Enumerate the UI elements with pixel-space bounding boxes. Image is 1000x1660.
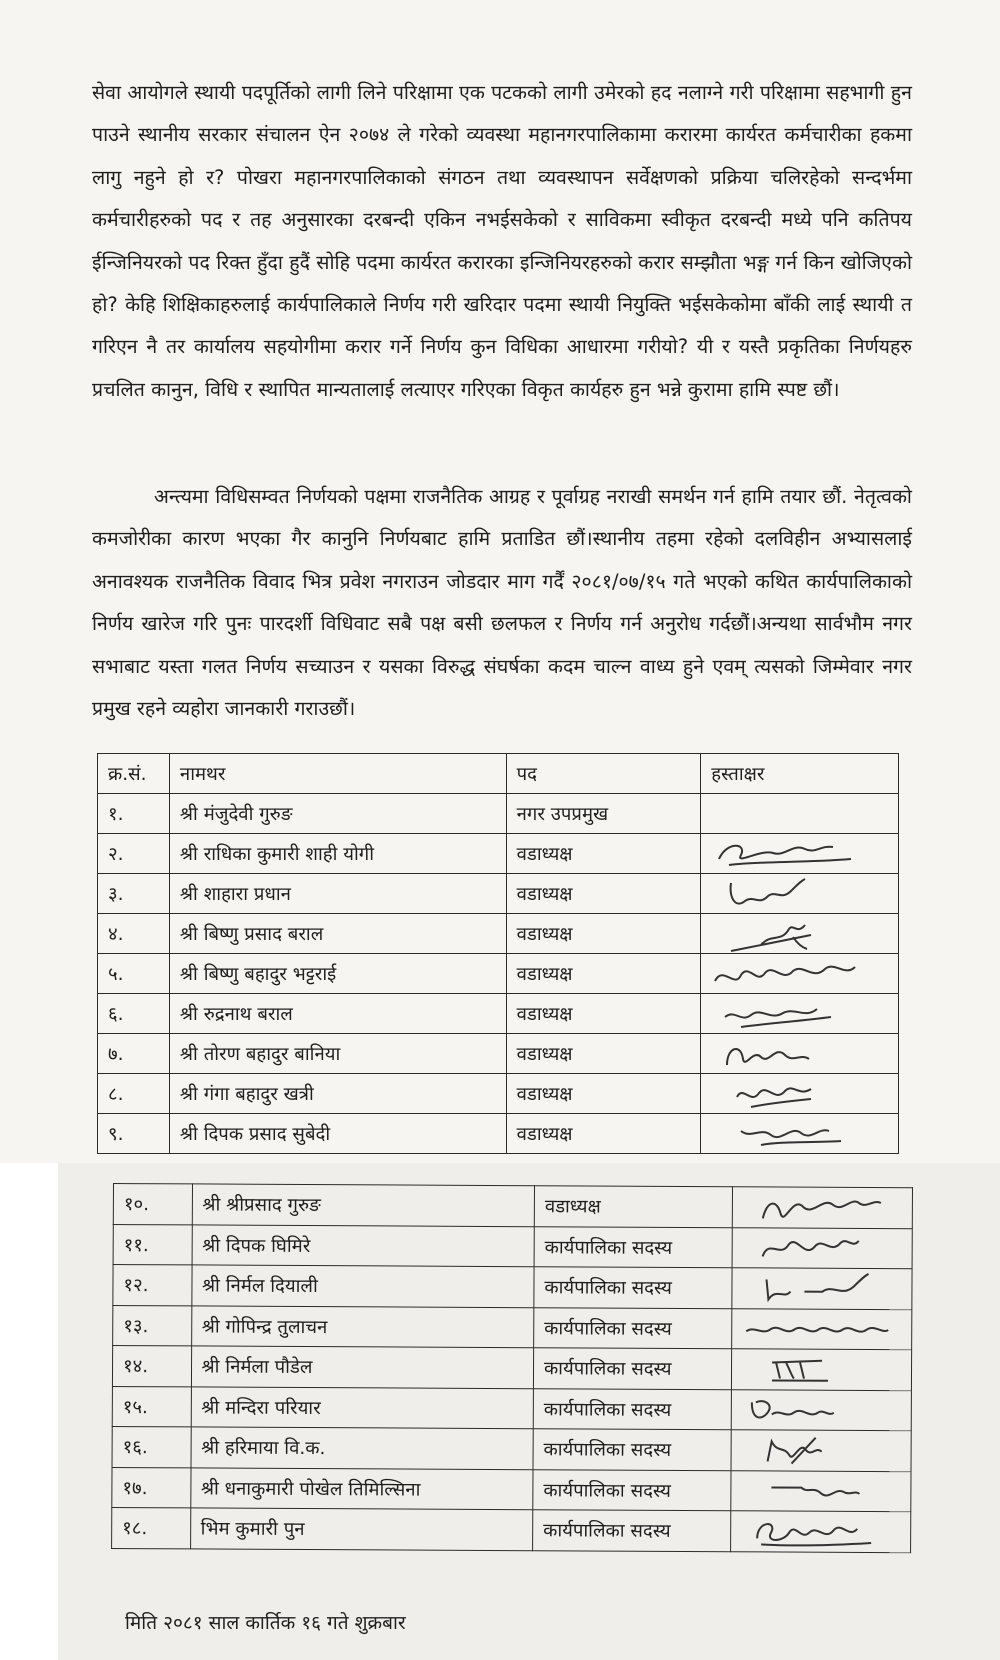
- body-paragraph-1: सेवा आयोगले स्थायी पदपूर्तिको लागी लिने परिक्षामा एक पटकको लागी उमेरको हद नलाग्ने गरी परिक्षामा सहभागी हुन पाउने स्थानीय सरकार संचालन ऐन २०७४ ले गरेको व्यवस्था महानगरपालिकामा करारमा कार्यरत कर्मचारीका हकमा लागु नहुने हो र? पोखरा महानगरपालिकाको संगठन तथा व्यवस्थापन सर्वेक्षणको प्रक्रिया चलिरहेको सन्दर्भमा कर्मचारीहरुको पद र तह अनुसारका दरबन्दी एकिन नभईसकेको र साविकमा स्वीकृत दरबन्दी मध्ये पनि कतिपय ईन्जिनियरको पद रिक्त हुँदा हुदैं सोहि पदमा कार्यरत करारका इन्जिनियरहरुको करार सम्झौता भङ्ग गर्न किन खोजिएको हो? केहि शिक्षिकाहरुलाई कार्यपालिकाले निर्णय गरी खरिदार पदमा स्थायी नियुक्ति भईसकेकोमा बाँकी लाई स्थायी त गरिएन नै तर कार्यालय सहयोगीमा करार गर्ने निर्णय कुन विधिका आधारमा गरीयो? यी र यस्तै प्रकृतिका निर्णयहरु प्रचलित कानुन, विधि र स्थापित मान्यतालाई लत्याएर गरिएका विकृत कार्यहरु हुन भन्ने कुरामा हामि स्पष्ट छौं।: [92, 81, 912, 401]
- row-name: श्री दिपक घिमिरे: [192, 1224, 535, 1266]
- table-header-row: [98, 754, 899, 794]
- row-signature: [732, 1187, 913, 1228]
- row-post: वडाध्यक्ष: [506, 954, 701, 994]
- header-post: पद: [506, 754, 701, 794]
- row-name: श्री गंगा बहादुर खत्री: [169, 1074, 506, 1114]
- row-post: वडाध्यक्ष: [506, 834, 701, 874]
- row-post: कार्यपालिका सदस्य: [533, 1469, 731, 1511]
- signatory-table-1: [97, 753, 899, 1154]
- handwritten-signature-icon: [701, 835, 871, 873]
- row-post: वडाध्यक्ष: [506, 874, 701, 914]
- handwritten-signature-icon: [701, 1115, 871, 1153]
- row-name: श्री हरिमाया वि.क.: [191, 1427, 534, 1469]
- row-post: कार्यपालिका सदस्य: [533, 1388, 731, 1430]
- row-signature: [731, 1430, 912, 1471]
- row-serial: १६.: [112, 1426, 191, 1467]
- row-signature: [731, 1389, 912, 1430]
- row-serial: १२.: [113, 1265, 192, 1306]
- table-row: [98, 1114, 899, 1154]
- row-serial: २.: [98, 834, 170, 874]
- table-row: [98, 914, 899, 954]
- handwritten-signature-icon: [731, 1431, 901, 1470]
- handwritten-signature-icon: [732, 1309, 902, 1348]
- row-name: श्री धनाकुमारी पोखेल तिमिल्सिना: [190, 1467, 533, 1509]
- row-serial: १३.: [113, 1305, 192, 1346]
- row-name: श्री रुद्रनाथ बराल: [169, 994, 506, 1034]
- body-paragraph-2: अन्त्यमा विधिसम्वत निर्णयको पक्षमा राजनैतिक आग्रह र पूर्वाग्रह नराखी समर्थन गर्न हामि तयार छौं. नेतृत्वको कमजोरीका कारण भएका गैर कानुनि निर्णयबाट हामि प्रताडित छौं।स्थानीय तहमा रहेको दलविहीन अभ्यासलाई अनावश्यक राजनैतिक विवाद भित्र प्रवेश नगराउन जोडदार माग गर्दैं २०८१/०७/१५ गते भएको कथित कार्यपालिकाको निर्णय खारेज गरि पुनः पारदर्शी विधिवाट सबै पक्ष बसी छलफल र निर्णय गर्न अनुरोध गर्दछौं।अन्यथा सार्वभौम नगर सभाबाट यस्ता गलत निर्णय सच्याउन र यसका विरुद्ध संघर्षका कदम चाल्न वाध्य हुने एवम् त्यसको जिम्मेवार नगर प्रमुख रहने व्यहोरा जानकारी गराउछौं।: [92, 485, 912, 721]
- row-post: कार्यपालिका सदस्य: [533, 1510, 731, 1552]
- row-signature: [730, 1511, 911, 1552]
- row-serial: ३.: [98, 874, 170, 914]
- row-post: वडाध्यक्ष: [506, 914, 701, 954]
- header-signature: हस्ताक्षर: [701, 754, 899, 794]
- table-row: [112, 1467, 911, 1512]
- row-signature: [730, 1470, 911, 1511]
- table-row: [98, 954, 899, 994]
- row-name: श्री निर्मल दियाली: [191, 1265, 534, 1307]
- handwritten-signature-icon: [701, 915, 871, 953]
- row-post: वडाध्यक्ष: [534, 1186, 732, 1228]
- row-serial: ८.: [98, 1074, 170, 1114]
- table-row: [113, 1224, 912, 1269]
- row-name: श्री श्रीप्रसाद गुरुङ: [192, 1184, 535, 1226]
- row-signature: [701, 914, 899, 954]
- row-serial: ७.: [98, 1034, 170, 1074]
- signatory-table-2: [111, 1183, 913, 1553]
- row-signature: [701, 834, 899, 874]
- row-signature: [731, 1349, 912, 1390]
- handwritten-signature-icon: [731, 1350, 901, 1389]
- row-post: कार्यपालिका सदस्य: [533, 1348, 731, 1390]
- handwritten-signature-icon: [701, 1035, 871, 1073]
- table-row: [98, 874, 899, 914]
- row-signature: [701, 1034, 899, 1074]
- row-signature: [731, 1268, 912, 1309]
- row-name: श्री मंजुदेवी गुरुङ: [169, 794, 506, 834]
- row-post: वडाध्यक्ष: [506, 994, 701, 1034]
- row-post: कार्यपालिका सदस्य: [534, 1226, 732, 1268]
- table-row: [98, 834, 899, 874]
- handwritten-signature-icon: [731, 1512, 901, 1551]
- table-row: [112, 1507, 911, 1552]
- row-signature: [701, 794, 899, 834]
- handwritten-signature-icon: [732, 1188, 902, 1227]
- row-signature: [732, 1227, 913, 1268]
- row-signature: [731, 1308, 912, 1349]
- handwritten-signature-icon: [701, 955, 871, 993]
- date-line: मिति २०८१ साल कार्तिक १६ गते शुक्रबार: [125, 1612, 406, 1634]
- table-row: [112, 1426, 911, 1471]
- table-row: [112, 1386, 911, 1431]
- handwritten-signature-icon: [732, 1228, 902, 1267]
- row-signature: [701, 1074, 899, 1114]
- table-row: [113, 1305, 912, 1350]
- row-name: श्री तोरण बहादुर बानिया: [169, 1034, 506, 1074]
- table-row: [98, 994, 899, 1034]
- row-name: भिम कुमारी पुन: [190, 1508, 533, 1550]
- row-post: वडाध्यक्ष: [506, 1034, 701, 1074]
- row-name: श्री गोपिन्द्र तुलाचन: [191, 1305, 534, 1347]
- handwritten-signature-icon: [732, 1269, 902, 1308]
- row-name: श्री शाहारा प्रधान: [169, 874, 506, 914]
- table-row: [112, 1346, 911, 1391]
- handwritten-signature-icon: [731, 1390, 901, 1429]
- row-serial: १८.: [112, 1507, 191, 1548]
- row-signature: [701, 954, 899, 994]
- row-post: कार्यपालिका सदस्य: [534, 1307, 732, 1349]
- row-post: कार्यपालिका सदस्य: [534, 1267, 732, 1309]
- handwritten-signature-icon: [701, 1075, 871, 1113]
- header-name: नामथर: [169, 754, 506, 794]
- row-post: वडाध्यक्ष: [506, 1074, 701, 1114]
- row-serial: १७.: [112, 1467, 191, 1508]
- table-row: [113, 1184, 912, 1229]
- row-name: श्री निर्मला पौडेल: [191, 1346, 534, 1388]
- handwritten-signature-icon: [701, 995, 871, 1033]
- handwritten-signature-icon: [731, 1471, 901, 1510]
- table-row: [98, 1074, 899, 1114]
- handwritten-signature-icon: [701, 875, 871, 913]
- row-signature: [701, 994, 899, 1034]
- row-name: श्री दिपक प्रसाद सुबेदी: [169, 1114, 506, 1154]
- row-name: श्री मन्दिरा परियार: [191, 1386, 534, 1428]
- row-serial: ४.: [98, 914, 170, 954]
- row-signature: [701, 1114, 899, 1154]
- row-serial: १०.: [113, 1184, 192, 1225]
- header-serial: क्र.सं.: [98, 754, 170, 794]
- row-serial: १४.: [112, 1346, 191, 1387]
- table-row: [113, 1265, 912, 1310]
- row-serial: ६.: [98, 994, 170, 1034]
- row-post: वडाध्यक्ष: [506, 1114, 701, 1154]
- row-name: श्री राधिका कुमारी शाही योगी: [169, 834, 506, 874]
- row-serial: १५.: [112, 1386, 191, 1427]
- row-serial: १.: [98, 794, 170, 834]
- table-row: [98, 794, 899, 834]
- row-post: नगर उपप्रमुख: [506, 794, 701, 834]
- row-post: कार्यपालिका सदस्य: [533, 1429, 731, 1471]
- row-serial: ५.: [98, 954, 170, 994]
- table-row: [98, 1034, 899, 1074]
- row-signature: [701, 874, 899, 914]
- row-name: श्री बिष्णु प्रसाद बराल: [169, 914, 506, 954]
- row-serial: ११.: [113, 1224, 192, 1265]
- row-serial: ९.: [98, 1114, 170, 1154]
- row-name: श्री बिष्णु बहादुर भट्टराई: [169, 954, 506, 994]
